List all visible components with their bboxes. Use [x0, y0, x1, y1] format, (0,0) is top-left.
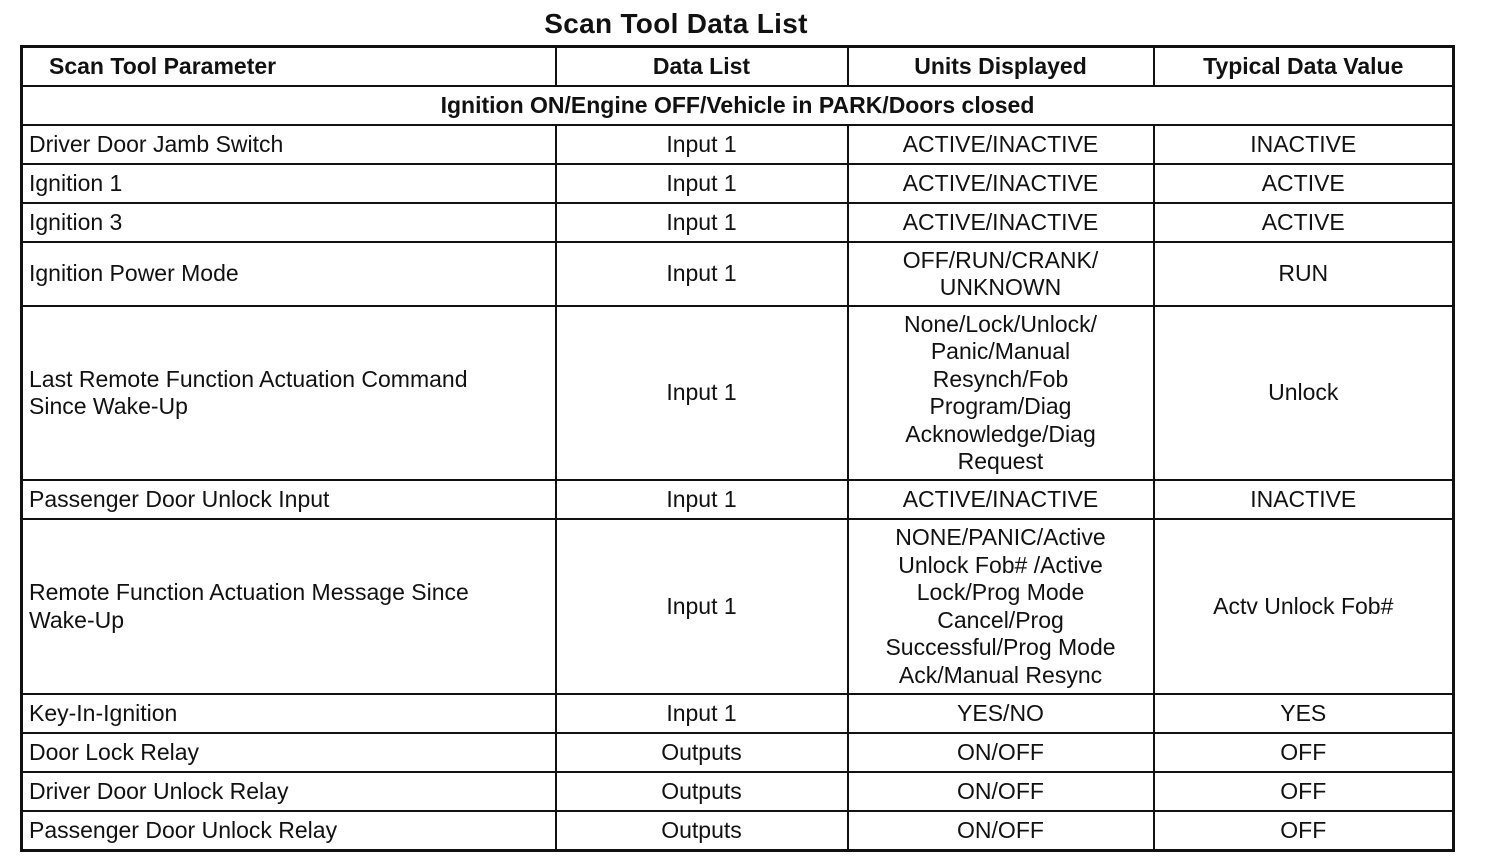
header-scan-tool-parameter: Scan Tool Parameter: [22, 47, 556, 87]
units-cell: ACTIVE/INACTIVE: [848, 125, 1154, 164]
units-cell: ACTIVE/INACTIVE: [848, 480, 1154, 519]
parameter-cell: Key-In-Ignition: [22, 694, 556, 733]
units-cell: NONE/PANIC/Active Unlock Fob# /Active Lock/Prog Mode Cancel/Prog Successful/Prog Mode Ack/Manual Resync: [848, 519, 1154, 694]
header-units-displayed: Units Displayed: [848, 47, 1154, 87]
data-list-cell: Input 1: [556, 242, 848, 306]
units-cell: YES/NO: [848, 694, 1154, 733]
data-list-cell: Input 1: [556, 480, 848, 519]
units-cell: ON/OFF: [848, 772, 1154, 811]
data-list-cell: Outputs: [556, 733, 848, 772]
units-cell: None/Lock/Unlock/ Panic/Manual Resynch/Fob Program/Diag Acknowledge/Diag Request: [848, 306, 1154, 480]
data-list-cell: Input 1: [556, 519, 848, 694]
scan-tool-data-table: [20, 45, 1455, 852]
parameter-cell: Passenger Door Unlock Input: [22, 480, 556, 519]
data-list-cell: Outputs: [556, 772, 848, 811]
table-row: [22, 811, 1454, 851]
parameter-cell: Ignition 1: [22, 164, 556, 203]
parameter-cell: Ignition 3: [22, 203, 556, 242]
typical-value-cell: INACTIVE: [1154, 480, 1454, 519]
typical-value-cell: OFF: [1154, 772, 1454, 811]
parameter-cell: Door Lock Relay: [22, 733, 556, 772]
data-list-cell: Input 1: [556, 164, 848, 203]
table-row: [22, 694, 1454, 733]
units-cell: ACTIVE/INACTIVE: [848, 164, 1154, 203]
data-list-cell: Input 1: [556, 306, 848, 480]
typical-value-cell: Unlock: [1154, 306, 1454, 480]
table-row: [22, 772, 1454, 811]
parameter-cell: Driver Door Jamb Switch: [22, 125, 556, 164]
parameter-cell: Passenger Door Unlock Relay: [22, 811, 556, 851]
units-cell: OFF/RUN/CRANK/ UNKNOWN: [848, 242, 1154, 306]
typical-value-cell: Actv Unlock Fob#: [1154, 519, 1454, 694]
parameter-cell: Ignition Power Mode: [22, 242, 556, 306]
units-cell: ON/OFF: [848, 811, 1154, 851]
typical-value-cell: ACTIVE: [1154, 203, 1454, 242]
table-row: [22, 519, 1454, 694]
units-cell: ACTIVE/INACTIVE: [848, 203, 1154, 242]
header-typical-data-value: Typical Data Value: [1154, 47, 1454, 87]
typical-value-cell: OFF: [1154, 733, 1454, 772]
data-list-cell: Input 1: [556, 125, 848, 164]
table-row: [22, 733, 1454, 772]
header-data-list: Data List: [556, 47, 848, 87]
typical-value-cell: OFF: [1154, 811, 1454, 851]
parameter-cell: Last Remote Function Actuation Command Since Wake-Up: [22, 306, 556, 480]
table-row: [22, 203, 1454, 242]
units-cell: ON/OFF: [848, 733, 1154, 772]
parameter-cell: Driver Door Unlock Relay: [22, 772, 556, 811]
typical-value-cell: YES: [1154, 694, 1454, 733]
typical-value-cell: RUN: [1154, 242, 1454, 306]
data-list-cell: Input 1: [556, 694, 848, 733]
table-row: [22, 480, 1454, 519]
parameter-cell: Remote Function Actuation Message Since Wake-Up: [22, 519, 556, 694]
data-list-cell: Outputs: [556, 811, 848, 851]
condition-text: Ignition ON/Engine OFF/Vehicle in PARK/Doors closed: [22, 86, 1454, 125]
typical-value-cell: INACTIVE: [1154, 125, 1454, 164]
condition-row: [22, 86, 1454, 125]
table-row: [22, 164, 1454, 203]
page-title: Scan Tool Data List: [544, 8, 808, 39]
table-row: [22, 242, 1454, 306]
header-row: [22, 47, 1454, 87]
table-row: [22, 306, 1454, 480]
table-row: [22, 125, 1454, 164]
data-list-cell: Input 1: [556, 203, 848, 242]
typical-value-cell: ACTIVE: [1154, 164, 1454, 203]
